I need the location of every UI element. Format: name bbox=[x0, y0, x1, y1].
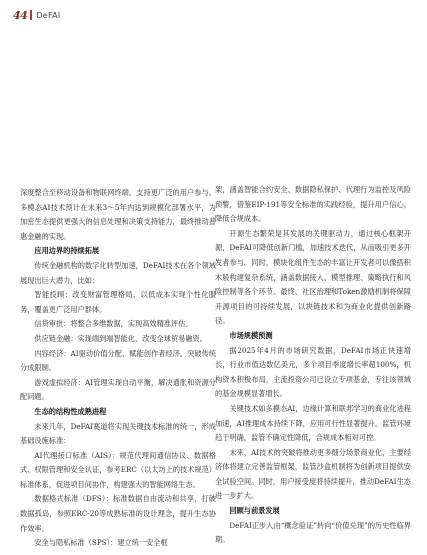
body-paragraph: 数据格式标准（DFS）：标准数据自由流动和共享，打破数据孤岛，参照ERC-20等成熟标准的设计理念，提升生态协作效率。 bbox=[20, 494, 216, 533]
body-paragraph: 游戏虚拟经济：AI管理实现自动平衡，解决通胀和资源分配问题。 bbox=[20, 377, 216, 402]
body-paragraph: 未来，AI技术的突破将推动更多细分场景商业化，主要经济体将建立完善监管框架，监管沙盒机制将为创新项目提供安全试验空间。同时，用户接受度将持续提升，推动DeFAI生态进一步扩大。 bbox=[215, 447, 411, 501]
body-paragraph: 关键技术如多模态AI，边缘计算和联邦学习的商业化进程加速，AI推理成本持续下降，应用可行性显著提升。监管环境趋于明确，监管不确定性降低，合规成本相对可控。 bbox=[215, 403, 411, 443]
header-divider-bar bbox=[30, 10, 32, 20]
body-paragraph: DeFAI正步入由“概念验证”转向“价值兑现”的历史性临界期。 bbox=[215, 520, 411, 545]
body-paragraph: 智能投顾：改变财富管理格局，以低成本实现个性化服务，覆盖更广泛用户群体。 bbox=[20, 290, 216, 314]
body-paragraph: 内容经济：AI驱动价值分配，赋能创作者经济，突破传统分成限制。 bbox=[20, 348, 216, 373]
left-column bbox=[20, 186, 216, 551]
body-paragraph: AI代理接口标准（AIS）：规范代理间通信协议、数据格式、权限管理和安全认证，参考ERC（以太坊上的技术规范）标准体系，促进项目间协作，构建强大的智能网络生态。 bbox=[20, 450, 216, 489]
section-heading: 回顾与前景发展 bbox=[229, 506, 280, 516]
body-paragraph: 据2025年4月的市场研究数据，DeFAI市场正快速增长，行业市值达数亿美元，多个项目季度增长率超100%，机构资本积极布局，主流投资公司已设立专项基金，专注该领域的基金规模显著增长。 bbox=[215, 345, 411, 399]
right-column bbox=[215, 183, 411, 548]
body-paragraph: 未来几年，DeFAI赛道将实现关键技术标准的统一，形成基础设施标准： bbox=[20, 421, 216, 446]
body-paragraph: 供应链金融：实现端到端智能化，改变全球贸易融资。 bbox=[34, 333, 207, 343]
body-paragraph: 安全与隐私标准（SPS）：建立统一安全框 bbox=[34, 538, 168, 548]
page-number: 44 bbox=[13, 8, 28, 22]
header-brand: DeFAI bbox=[36, 10, 61, 20]
section-heading: 市场规模预测 bbox=[229, 330, 273, 340]
body-paragraph: 开源生态繁荣是其发展的关键驱动力，通过核心框架开源，DeFAI可降低创新门槛，加速技术迭代，从而吸引更多开发者参与。同时，模块化组件生态的丰富让开发者可以像搭积木般构建复杂系统，涵盖数据接入、模型推理、策略执行和风险控制等各个环节。最终，社区治理和Token激励机制将保障开源项目的可持续发展，以块链技术和为商业化提供创新路径。 bbox=[215, 228, 411, 326]
body-paragraph: 信贷审批：将整合多维数据，实现高效精准评估。 bbox=[34, 319, 193, 329]
section-heading: 生态的结构性成熟进程 bbox=[34, 406, 107, 416]
page-header bbox=[13, 8, 61, 22]
body-paragraph: 传统金融机构的数字化转型加速，DeFAI技术在各个领域展现出巨大潜力，比如： bbox=[20, 260, 216, 285]
body-paragraph: 架，涵盖智能合约安全、数据隐私保护、代理行为监控及风险预警，借鉴EIP-191等安全标准的实践经验，提升用户信心，降低合规成本。 bbox=[215, 185, 411, 224]
body-paragraph: 深度整合至移动设备和物联网终端，支持更广泛的用户参与。多模态AI技术预计在未来3～5年内达到规模化部署水平，为加密生态提供更强大的信息处理和决策支持能力，最终推动普惠金融的实现。 bbox=[20, 188, 216, 241]
section-heading: 应用边界的持续拓展 bbox=[34, 246, 100, 256]
